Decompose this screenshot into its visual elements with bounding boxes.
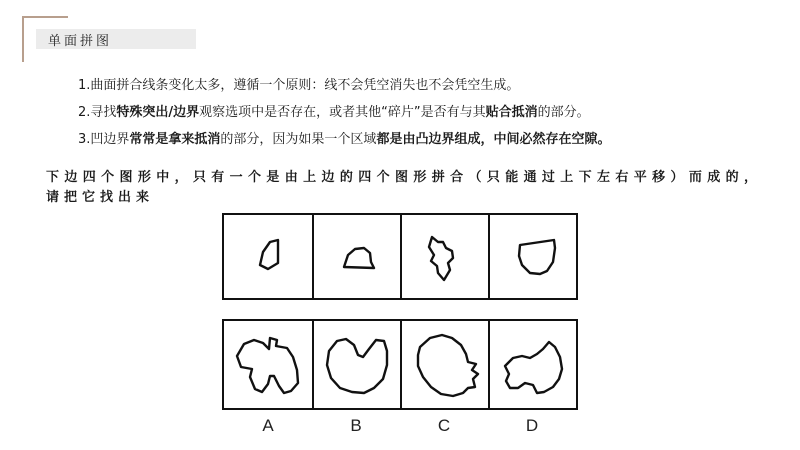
option-a-shape xyxy=(237,338,298,393)
rule-3-emphasis-b: 都是由凸边界组成，中间必然存在空隙。 xyxy=(376,132,611,147)
rule-3-emphasis-a: 常常是拿来抵消 xyxy=(129,132,221,147)
piece-shapes xyxy=(224,215,576,298)
option-shapes xyxy=(224,321,576,408)
rule-3 xyxy=(78,128,610,147)
rule-1 xyxy=(78,74,519,93)
rule-2-text-c: 的部分。 xyxy=(537,105,590,120)
option-label-a[interactable]: A xyxy=(262,416,274,435)
option-b-shape xyxy=(327,339,387,393)
rule-3-text-b: 的部分，因为如果一个区域 xyxy=(220,132,377,147)
piece-4-shape xyxy=(519,240,555,274)
option-label-c[interactable]: C xyxy=(437,416,451,435)
question-text: 下边四个图形中，只有一个是由上边的四个图形拼合（只能通过上下左右平移）而成的，请把它找出来 xyxy=(46,170,762,205)
piece-2-shape xyxy=(344,248,374,268)
piece-1-shape xyxy=(260,240,278,269)
rule-2-emphasis-b: 贴合抵消 xyxy=(485,105,538,120)
rule-2-text-a: 2.寻找 xyxy=(78,105,117,120)
option-panel xyxy=(222,319,578,410)
option-label-b[interactable]: B xyxy=(350,416,362,435)
rule-2 xyxy=(78,101,590,120)
rule-3-text-a: 3.凹边界 xyxy=(78,132,130,147)
piece-3-shape xyxy=(429,237,453,280)
rule-1-text: 1.曲面拼合线条变化太多，遵循一个原则：线不会凭空消失也不会凭空生成。 xyxy=(78,78,520,93)
page-title: 单面拼图 xyxy=(48,34,113,49)
rule-2-text-b: 观察选项中是否存在，或者其他“碎片”是否有与其 xyxy=(199,105,486,120)
rule-2-emphasis-a: 特殊突出/边界 xyxy=(116,105,200,120)
option-label-d[interactable]: D xyxy=(525,416,539,435)
option-c-shape xyxy=(418,335,478,396)
piece-panel xyxy=(222,213,578,300)
option-d-shape xyxy=(505,342,562,393)
